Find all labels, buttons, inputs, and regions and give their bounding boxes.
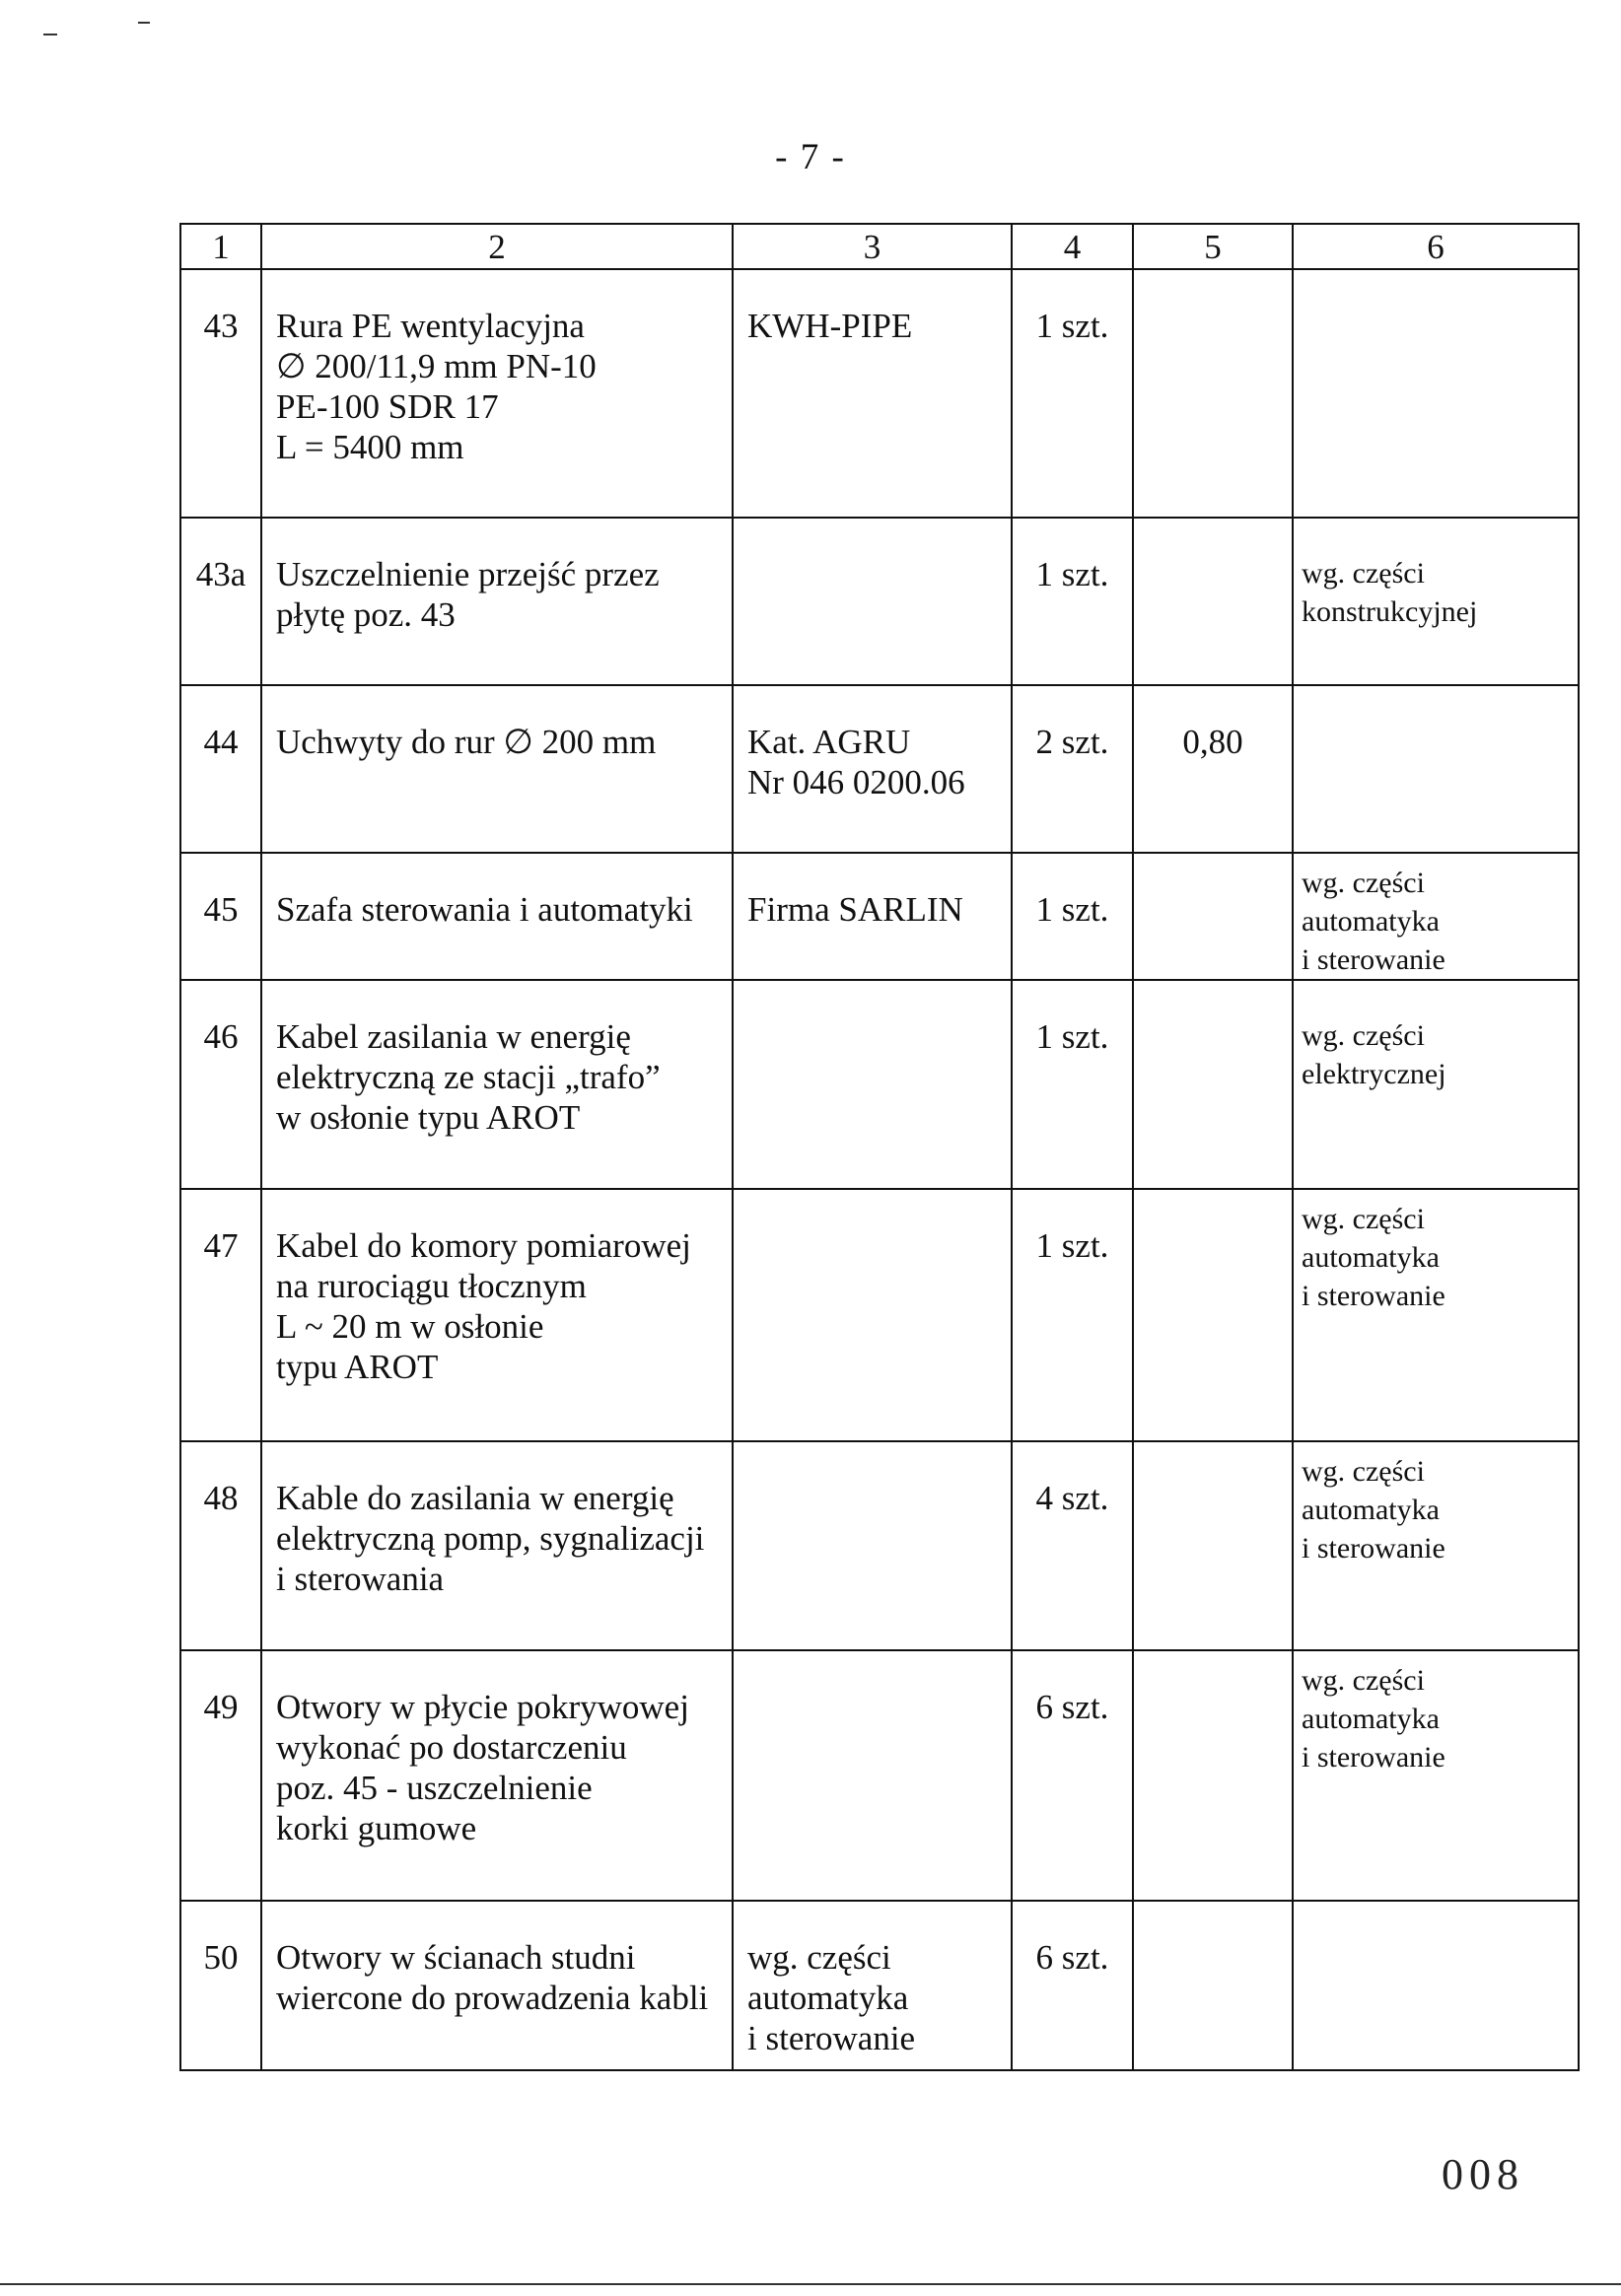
row-name: Otwory w ścianach studni wiercone do prowadzenia kabli xyxy=(261,1901,733,2070)
row-notes: wg. części konstrukcyjnej xyxy=(1293,518,1579,685)
row-qty: 1 szt. xyxy=(1012,853,1133,980)
row-notes xyxy=(1293,685,1579,853)
row-lp: 48 xyxy=(180,1441,261,1650)
row-lp: 47 xyxy=(180,1189,261,1441)
row-producer xyxy=(733,518,1012,685)
table-row xyxy=(180,853,1579,980)
row-name: Uchwyty do rur ∅ 200 mm xyxy=(261,685,733,853)
row-name: Otwory w płycie pokrywowej wykonać po dostarczeniu poz. 45 - uszczelnienie korki gumowe xyxy=(261,1650,733,1901)
row-notes: wg. części elektrycznej xyxy=(1293,980,1579,1189)
header-col-4: 4 xyxy=(1012,224,1133,269)
row-notes: wg. części automatyka i sterowanie xyxy=(1293,1441,1579,1650)
row-notes: wg. części automatyka i sterowanie xyxy=(1293,853,1579,980)
row-qty: 1 szt. xyxy=(1012,1189,1133,1441)
row-lp: 46 xyxy=(180,980,261,1189)
row-notes xyxy=(1293,269,1579,518)
row-qty: 1 szt. xyxy=(1012,980,1133,1189)
row-mass xyxy=(1133,853,1293,980)
row-producer xyxy=(733,980,1012,1189)
row-producer xyxy=(733,1441,1012,1650)
table-row xyxy=(180,1189,1579,1441)
header-row xyxy=(180,224,1579,269)
specification-table xyxy=(179,223,1580,2071)
table-row xyxy=(180,1441,1579,1650)
row-qty: 1 szt. xyxy=(1012,518,1133,685)
row-mass xyxy=(1133,980,1293,1189)
row-producer: KWH-PIPE xyxy=(733,269,1012,518)
row-producer xyxy=(733,1189,1012,1441)
scan-artifact-mark xyxy=(138,22,150,24)
header-col-6: 6 xyxy=(1293,224,1579,269)
table-row xyxy=(180,1650,1579,1901)
document-code: 008 xyxy=(1442,2150,1524,2198)
row-lp: 50 xyxy=(180,1901,261,2070)
header-col-5: 5 xyxy=(1133,224,1293,269)
row-mass xyxy=(1133,1650,1293,1901)
scan-artifact-line xyxy=(0,2283,1621,2285)
table-row xyxy=(180,685,1579,853)
row-mass xyxy=(1133,1441,1293,1650)
row-mass: 0,80 xyxy=(1133,685,1293,853)
row-mass xyxy=(1133,518,1293,685)
table-row xyxy=(180,1901,1579,2070)
table-row xyxy=(180,269,1579,518)
row-mass xyxy=(1133,1901,1293,2070)
row-producer: Kat. AGRU Nr 046 0200.06 xyxy=(733,685,1012,853)
row-producer: wg. części automatyka i sterowanie xyxy=(733,1901,1012,2070)
row-qty: 1 szt. xyxy=(1012,269,1133,518)
row-lp: 49 xyxy=(180,1650,261,1901)
row-qty: 6 szt. xyxy=(1012,1901,1133,2070)
row-qty: 2 szt. xyxy=(1012,685,1133,853)
row-producer xyxy=(733,1650,1012,1901)
header-col-3: 3 xyxy=(733,224,1012,269)
row-notes: wg. części automatyka i sterowanie xyxy=(1293,1650,1579,1901)
row-name: Uszczelnienie przejść przez płytę poz. 43 xyxy=(261,518,733,685)
row-mass xyxy=(1133,1189,1293,1441)
table-row xyxy=(180,518,1579,685)
row-name: Rura PE wentylacyjna ∅ 200/11,9 mm PN-10 PE-100 SDR 17 L = 5400 mm xyxy=(261,269,733,518)
row-producer: Firma SARLIN xyxy=(733,853,1012,980)
row-name: Kabel zasilania w energię elektryczną ze stacji „trafo” w osłonie typu AROT xyxy=(261,980,733,1189)
table-row xyxy=(180,980,1579,1189)
header-col-1: 1 xyxy=(180,224,261,269)
row-mass xyxy=(1133,269,1293,518)
row-name: Szafa sterowania i automatyki xyxy=(261,853,733,980)
page-number: - 7 - xyxy=(775,137,846,177)
row-name: Kable do zasilania w energię elektryczną pomp, sygnalizacji i sterowania xyxy=(261,1441,733,1650)
row-notes xyxy=(1293,1901,1579,2070)
row-notes: wg. części automatyka i sterowanie xyxy=(1293,1189,1579,1441)
row-name: Kabel do komory pomiarowej na rurociągu tłocznym L ~ 20 m w osłonie typu AROT xyxy=(261,1189,733,1441)
row-qty: 6 szt. xyxy=(1012,1650,1133,1901)
header-col-2: 2 xyxy=(261,224,733,269)
row-qty: 4 szt. xyxy=(1012,1441,1133,1650)
row-lp: 45 xyxy=(180,853,261,980)
row-lp: 43 xyxy=(180,269,261,518)
row-lp: 43a xyxy=(180,518,261,685)
scan-artifact-mark xyxy=(43,34,57,35)
row-lp: 44 xyxy=(180,685,261,853)
